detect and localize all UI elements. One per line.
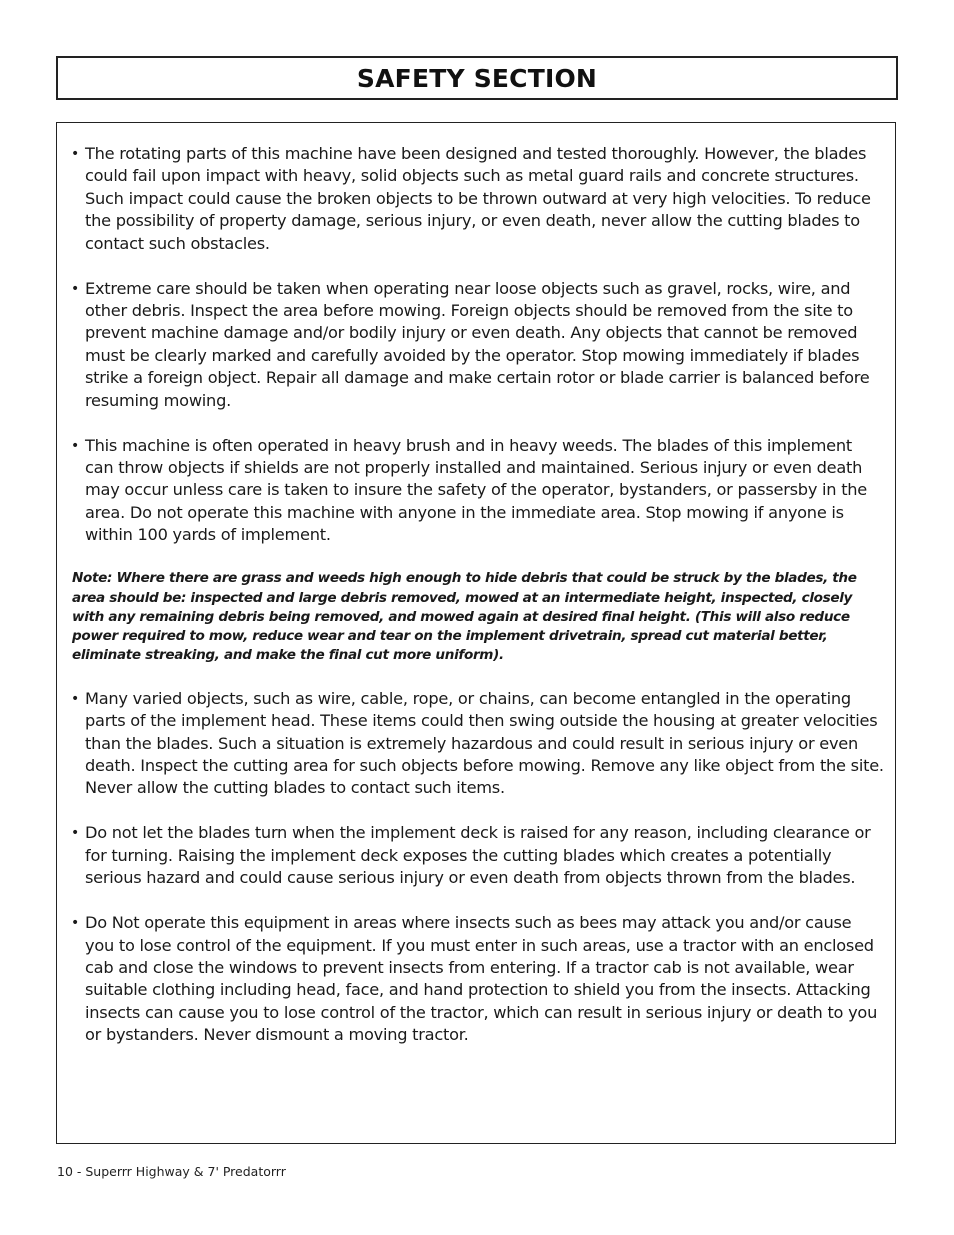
bullet-text: Do not let the blades turn when the implement deck is raised for any reason, including clearance or for turning. Raising the implement deck exposes the cutting blades which creates a potentially serious hazard and could cause serious injury or even death from objects thrown from the blades. bbox=[85, 823, 871, 888]
bullet-glyph: • bbox=[71, 146, 80, 162]
section-title-box bbox=[56, 56, 898, 100]
bullet-text: Extreme care should be taken when operating near loose objects such as gravel, rocks, wire, and other debris. Inspect the area before mowing. Foreign objects should be removed from the site to prevent machine damage and/or bodily injury or even death. Any objects that cannot be removed must be clearly marked and carefully avoided by the operator. Stop mowing immediately if blades strike a foreign object. Repair all damage and make certain rotor or blade carrier is balanced before resuming mowing. bbox=[85, 278, 870, 410]
bullet-glyph: • bbox=[71, 437, 80, 454]
bullet-glyph: • bbox=[71, 825, 80, 842]
bullet-glyph: • bbox=[71, 280, 80, 297]
safety-bullet-raised-deck bbox=[71, 822, 885, 889]
page-footer: 10 - Superrr Highway & 7' Predatorrr bbox=[57, 1164, 286, 1179]
bullet-text: Do Not operate this equipment in areas where insects such as bees may attack you and/or cause you to lose control of the equipment. If you must enter in such areas, use a tractor with an enclosed cab and close the windows to prevent insects from entering. If a tractor cab is not available, wear suitable clothing including head, face, and hand protection to shield you from the insects. Attacking insects can cause you to lose control of the tractor, which can result in serious injury or death to you or bystanders. Never dismount a moving tractor. bbox=[85, 913, 878, 1045]
bullet-glyph: • bbox=[71, 690, 80, 707]
bullet-text: This machine is often operated in heavy brush and in heavy weeds. The blades of this implement can throw objects if shields are not properly installed and maintained. Serious injury or even death may occur unless care is taken to insure the safety of the operator, bystanders, or passersby in the area. Do not operate this machine with anyone in the immediate area. Stop mowing if anyone is within 100 yards of implement. bbox=[85, 435, 868, 545]
bullet-text: Many varied objects, such as wire, cable, rope, or chains, can become entangled in the operating parts of the implement head. These items could then swing outside the housing at greater velocities than the blades. Such a situation is extremely hazardous and could result in serious injury or even death. Inspect the cutting area for such objects before mowing. Remove any like object from the site. Never allow the cutting blades to contact such items. bbox=[85, 688, 884, 798]
safety-bullet-loose-objects bbox=[71, 278, 885, 412]
safety-bullet-insects bbox=[71, 912, 885, 1046]
debris-note: Note: Where there are grass and weeds high enough to hide debris that could be struck by the blades, the area should be: inspected and large debris removed, mowed at an intermediate height, inspected, closely with any remaining debris being removed, and mowed again at desired final height. (This will also reduce power required to mow, reduce wear and tear on the implement drivetrain, spread cut material better, eliminate streaking, and make the final cut more uniform). bbox=[72, 570, 857, 664]
safety-content-box bbox=[56, 122, 896, 1144]
safety-bullet-rotating-parts bbox=[71, 143, 885, 255]
bullet-text: The rotating parts of this machine have been designed and tested thoroughly. However, the blades could fail upon impact with heavy, solid objects such as metal guard rails and concrete structures. Such impact could cause the broken objects to be thrown outward at very high velocities. To reduce the possibility of property damage, serious injury, or even death, never allow the cutting blades to contact such obstacles. bbox=[85, 144, 871, 253]
safety-bullet-entangled-objects bbox=[71, 688, 885, 800]
bullet-glyph: • bbox=[71, 915, 80, 932]
safety-bullet-heavy-brush bbox=[71, 435, 885, 547]
safety-bullet-list bbox=[71, 143, 885, 1069]
page-title: SAFETY SECTION bbox=[356, 63, 598, 93]
